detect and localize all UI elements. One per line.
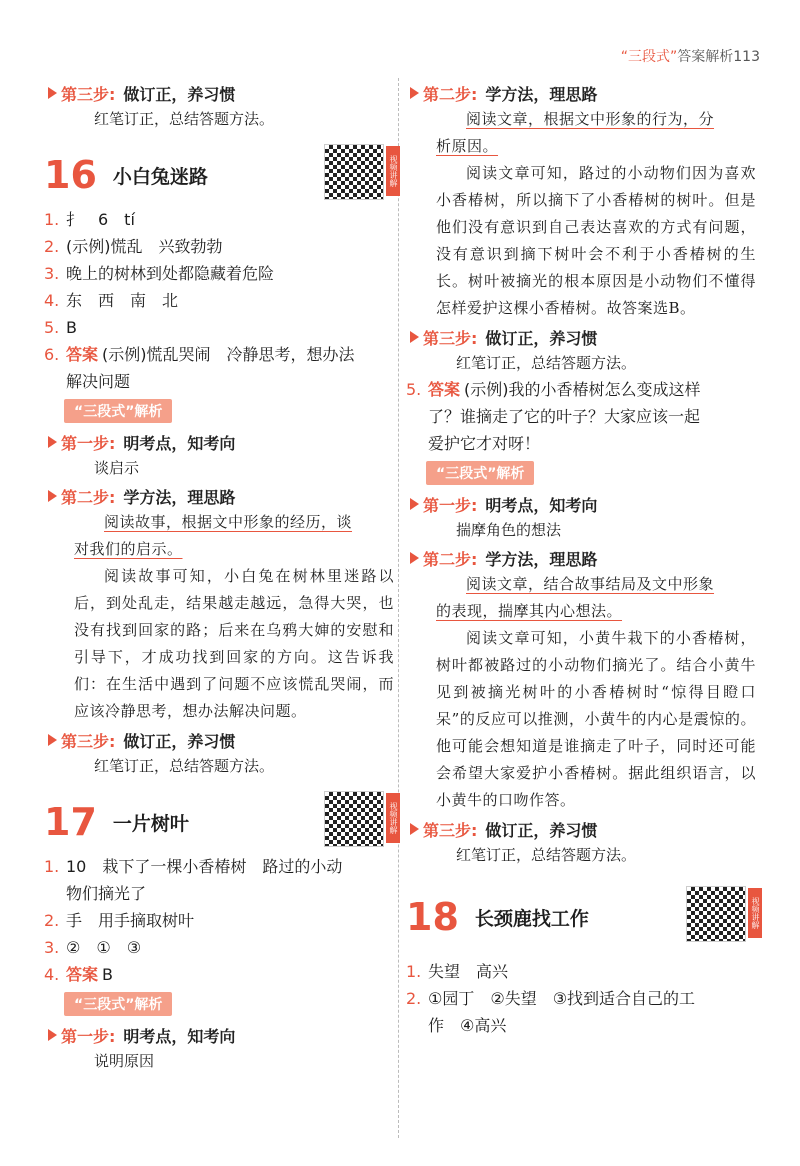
video-tag: 视频讲解 — [386, 793, 400, 843]
method-text — [436, 106, 756, 133]
step-label: 第三步: — [61, 731, 116, 751]
redpen-note: 红笔订正，总结答题方法。 — [94, 757, 275, 775]
video-tag: 视频讲解 — [386, 146, 400, 196]
step-title: 明考点，知考向 — [123, 433, 236, 453]
step-title: 明考点，知考向 — [485, 495, 598, 515]
section-18-header — [406, 886, 760, 948]
item-text: 手 用手摘取树叶 — [66, 911, 195, 930]
page-number: 113 — [733, 49, 760, 65]
section-number: 16 — [44, 153, 97, 197]
step-label: 第一步: — [423, 495, 478, 515]
item-number: 3. — [44, 264, 60, 283]
analysis-paragraph: 阅读故事可知，小白兔在树林里迷路以后，到处乱走，结果越走越远，急得大哭，也没有找到回家的路；后来在乌鸦大婶的安慰和引导下，才成功找到回家的方向。这告诉我们：在生活中遇到了问题不应该慌乱哭闹，而应该冷静思考，想办法解决问题。 — [74, 567, 394, 720]
analysis-paragraph: 阅读文章可知，路过的小动物们因为喜欢小香椿树，所以摘下了小香椿树的树叶。但是他们没有意识到自己表达喜欢的方式有问题，没有意识到摘下树叶会不利于小香椿树的生长。树叶被摘光的根本原因是小动物们不懂得怎样爱护这棵小香椿树。故答案选B。 — [436, 164, 756, 317]
step-title: 学方法，理思路 — [485, 84, 598, 104]
analysis-badge: “三段式”解析 — [64, 399, 172, 423]
step-two — [44, 483, 394, 509]
step-label: 第三步: — [423, 328, 478, 348]
answer-item-cont — [44, 368, 394, 395]
item-text: 10 栽下了一棵小香椿树 路过的小动 — [66, 857, 343, 876]
underlined-text: 阅读故事，根据文中形象的经历，谈 — [104, 513, 353, 531]
item-text — [66, 961, 394, 988]
step-three — [406, 816, 756, 842]
item-number: 2. — [44, 911, 60, 930]
section-number: 18 — [406, 895, 459, 939]
answer-item — [44, 961, 394, 988]
method-text — [74, 536, 394, 563]
step-note: 说明原因 — [94, 1052, 155, 1070]
method-text — [436, 598, 756, 625]
section-title: 长颈鹿找工作 — [474, 907, 589, 930]
answer-label: 答案 — [66, 965, 99, 984]
item-number: 2. — [44, 237, 60, 256]
answer-item — [44, 853, 394, 880]
step-title: 做订正，养习惯 — [485, 328, 598, 348]
item-number: 3. — [44, 938, 60, 957]
item-text: 作 ④高兴 — [428, 1016, 507, 1035]
step-title: 做订正，养习惯 — [485, 820, 598, 840]
step-label: 第三步: — [423, 820, 478, 840]
item-number: 4. — [44, 965, 60, 984]
left-column — [44, 78, 398, 1074]
answer-item — [44, 233, 394, 260]
header-title: 答案解析 — [677, 49, 734, 65]
answer-item — [44, 206, 394, 233]
step-title: 学方法，理思路 — [485, 549, 598, 569]
step-title: 做订正，养习惯 — [123, 84, 236, 104]
arrow-icon — [410, 331, 419, 343]
answer-item — [44, 341, 394, 368]
section-title: 小白兔迷路 — [112, 165, 208, 188]
qr-code[interactable] — [324, 791, 384, 847]
page-header — [621, 46, 760, 66]
item-number: 1. — [44, 857, 60, 876]
item-number: 6. — [44, 345, 60, 364]
item-number: 5. — [406, 380, 422, 399]
arrow-icon — [410, 87, 419, 99]
column-divider — [398, 78, 399, 1138]
step-label: 第一步: — [61, 1026, 116, 1046]
step-two — [406, 545, 756, 571]
item-number: 5. — [44, 318, 60, 337]
section-17-header — [44, 791, 398, 853]
arrow-icon — [48, 490, 57, 502]
answer-line: 了？谁摘走了它的叶子？大家应该一起 — [428, 407, 701, 426]
method-text — [436, 571, 756, 598]
step-label: 第三步: — [61, 84, 116, 104]
step-title: 做订正，养习惯 — [123, 731, 236, 751]
analysis-badge: “三段式”解析 — [426, 461, 534, 485]
item-text: 失望 高兴 — [428, 962, 509, 981]
item-number: 1. — [44, 210, 60, 229]
item-text: B — [66, 318, 77, 337]
method-text — [436, 133, 756, 160]
answer-item — [406, 376, 756, 403]
answer-item-cont — [406, 403, 756, 430]
answer-item — [406, 958, 756, 985]
right-column — [406, 78, 760, 1039]
answer-line: (示例)慌乱哭闹 冷静思考，想办法 — [102, 345, 355, 364]
redpen-note: 红笔订正，总结答题方法。 — [456, 846, 637, 864]
answer-line: 解决问题 — [66, 372, 131, 391]
step-note: 揣摩角色的想法 — [456, 521, 562, 539]
item-text — [66, 341, 394, 368]
answer-item — [406, 985, 756, 1012]
underlined-text: 对我们的启示。 — [74, 540, 183, 558]
item-text: ①园丁 ②失望 ③找到适合自己的工 — [428, 989, 696, 1008]
arrow-icon — [48, 436, 57, 448]
underlined-text: 阅读文章，根据文中形象的行为，分 — [466, 110, 715, 128]
underlined-text: 的表现，揣摩其内心想法。 — [436, 602, 623, 620]
item-text: 晚上的树林到处都隐藏着危险 — [66, 264, 275, 283]
underlined-text: 析原因。 — [436, 137, 499, 155]
step-note: 谈启示 — [94, 459, 140, 477]
answer-item — [44, 260, 394, 287]
method-text — [74, 509, 394, 536]
answer-item — [44, 934, 394, 961]
qr-code[interactable] — [324, 144, 384, 200]
arrow-icon — [410, 498, 419, 510]
answer-item-cont — [44, 880, 394, 907]
step-title: 明考点，知考向 — [123, 1026, 236, 1046]
step-three — [406, 324, 756, 350]
item-text: 东 西 南 北 — [66, 291, 179, 310]
item-number: 4. — [44, 291, 60, 310]
answer-item-cont — [406, 430, 756, 457]
section-number: 17 — [44, 800, 97, 844]
qr-code[interactable] — [686, 886, 746, 942]
answer-label: 答案 — [66, 345, 99, 364]
redpen-note: 红笔订正，总结答题方法。 — [94, 110, 275, 128]
arrow-icon — [410, 552, 419, 564]
section-title: 一片树叶 — [112, 812, 189, 835]
answer-item-cont — [406, 1012, 756, 1039]
analysis-paragraph: 阅读文章可知，小黄牛栽下的小香椿树，树叶都被路过的小动物们摘光了。结合小黄牛见到被摘光树叶的小香椿树时“惊得目瞪口呆”的反应可以推测，小黄牛的内心是震惊的。他可能会想知道是谁摘走了叶子，同时还可能会希望大家爱护小香椿树。据此组织语言，以小黄牛的口吻作答。 — [436, 629, 756, 809]
redpen-note: 红笔订正，总结答题方法。 — [456, 354, 637, 372]
item-text: (示例)慌乱 兴致勃勃 — [66, 237, 223, 256]
step-label: 第一步: — [61, 433, 116, 453]
section-16-header — [44, 144, 398, 206]
step-label: 第二步: — [61, 487, 116, 507]
video-tag: 视频讲解 — [748, 888, 762, 938]
step-title: 学方法，理思路 — [123, 487, 236, 507]
item-number: 1. — [406, 962, 422, 981]
underlined-text: 阅读文章，结合故事结局及文中形象 — [466, 575, 715, 593]
step-one — [44, 429, 394, 455]
step-one — [406, 491, 756, 517]
step-label: 第二步: — [423, 84, 478, 104]
answer-item — [44, 287, 394, 314]
item-text — [428, 376, 756, 403]
analysis-badge: “三段式”解析 — [64, 992, 172, 1016]
item-text: 扌 6 tí — [66, 210, 135, 229]
answer-label: 答案 — [428, 380, 461, 399]
item-text: ② ① ③ — [66, 938, 142, 957]
step-label: 第二步: — [423, 549, 478, 569]
arrow-icon — [48, 1029, 57, 1041]
answer-line: 爱护它才对呀！ — [428, 434, 541, 453]
answer-item — [44, 314, 394, 341]
arrow-icon — [48, 87, 57, 99]
step-three — [44, 80, 394, 106]
arrow-icon — [48, 734, 57, 746]
header-brand: “三段式” — [620, 49, 678, 65]
step-three — [44, 727, 394, 753]
answer-value: B — [102, 965, 113, 984]
step-one — [44, 1022, 394, 1048]
answer-item — [44, 907, 394, 934]
item-text: 物们摘光了 — [66, 884, 147, 903]
answer-line: (示例)我的小香椿树怎么变成这样 — [464, 380, 701, 399]
arrow-icon — [410, 823, 419, 835]
item-number: 2. — [406, 989, 422, 1008]
step-two — [406, 80, 756, 106]
